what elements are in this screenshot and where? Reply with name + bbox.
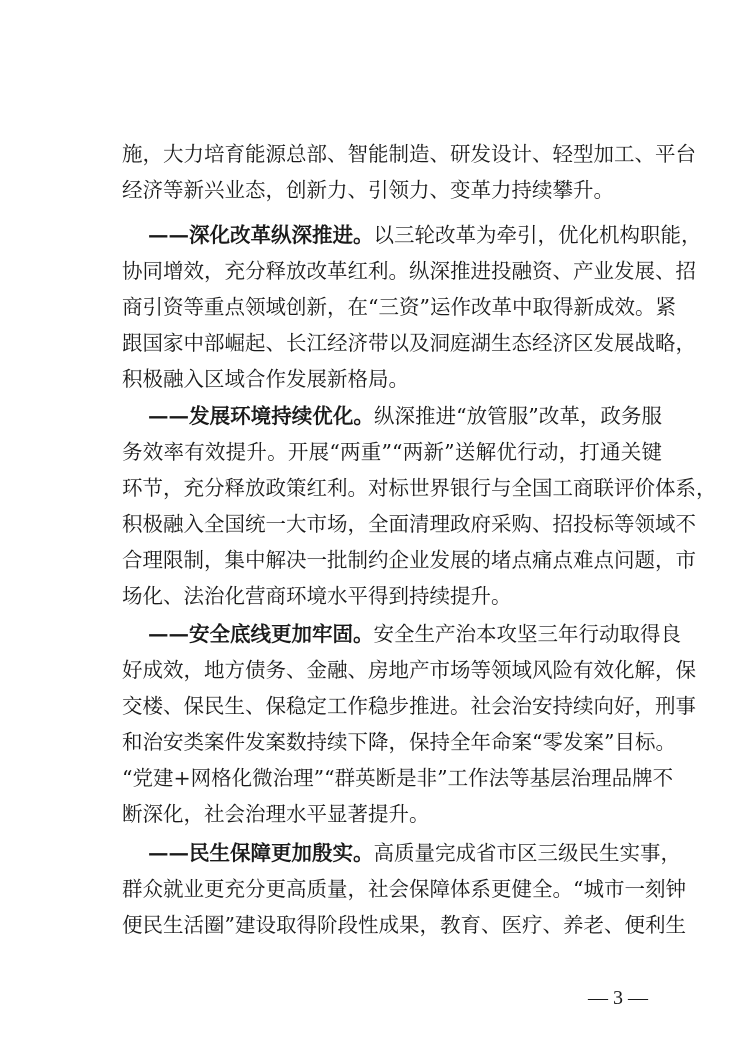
body-text-line: 务效率有效提升。开展“两重”“两新”送解优行动，打通关键: [122, 440, 662, 464]
body-text-line: 施，大力培育能源总部、智能制造、研发设计、轻型加工、平台: [122, 142, 696, 166]
body-text: 纵深推进“放管服”改革，政务服: [373, 404, 662, 428]
body-text-line: 商引资等重点领域创新，在“三资”运作改革中取得新成效。紧: [122, 295, 676, 319]
body-text-line: 环节，充分释放政策红利。对标世界银行与全国工商联评价体系，: [122, 476, 717, 500]
body-text-line: “党建+网格化微治理”“群英断是非”工作法等基层治理品牌不: [122, 766, 674, 790]
page-number: — 3 —: [588, 987, 648, 1009]
body-text-line: 好成效，地方债务、金融、房地产市场等领域风险有效化解，保: [122, 658, 696, 682]
section-heading: ——深化改革纵深推进。: [148, 223, 374, 247]
body-text-line: 积极融入全国统一大市场，全面清理政府采购、招投标等领域不: [122, 512, 696, 536]
body-text-line: 便民生活圈”建设取得阶段性成果，教育、医疗、养老、便利生: [122, 913, 686, 937]
body-text-line: 跟国家中部崛起、长江经济带以及洞庭湖生态经济区发展战略，: [122, 331, 696, 355]
body-text-line: 合理限制，集中解决一批制约企业发展的堵点痛点难点问题，市: [122, 548, 696, 572]
section-first-line: [148, 398, 662, 434]
body-text-line: 场化、法治化营商环境水平得到持续提升。: [122, 584, 512, 608]
body-text: 安全生产治本攻坚三年行动取得良: [373, 622, 681, 646]
body-text-line: 经济等新兴业态，创新力、引领力、变革力持续攀升。: [122, 178, 614, 202]
body-text: 高质量完成省市区三级民生实事，: [373, 841, 681, 865]
section-first-line: [148, 616, 681, 652]
body-text-line: 交楼、保民生、保稳定工作稳步推进。社会治安持续向好，刑事: [122, 694, 696, 718]
body-text-line: 断深化，社会治理水平显著提升。: [122, 802, 430, 826]
section-heading: ——安全底线更加牢固。: [148, 622, 374, 646]
body-text-line: 协同增效，充分释放改革红利。纵深推进投融资、产业发展、招: [122, 259, 696, 283]
section-first-line: [148, 835, 681, 871]
body-text-line: 群众就业更充分更高质量，社会保障体系更健全。“城市一刻钟: [122, 877, 686, 901]
body-text-line: 积极融入区域合作发展新格局。: [122, 367, 409, 391]
section-heading: ——民生保障更加殷实。: [148, 841, 374, 865]
section-first-line: [148, 217, 702, 253]
body-text-line: 和治安类案件发案数持续下降，保持全年命案“零发案”目标。: [122, 730, 676, 754]
section-heading: ——发展环境持续优化。: [148, 404, 374, 428]
body-text: 以三轮改革为牵引，优化机构职能，: [373, 223, 702, 247]
